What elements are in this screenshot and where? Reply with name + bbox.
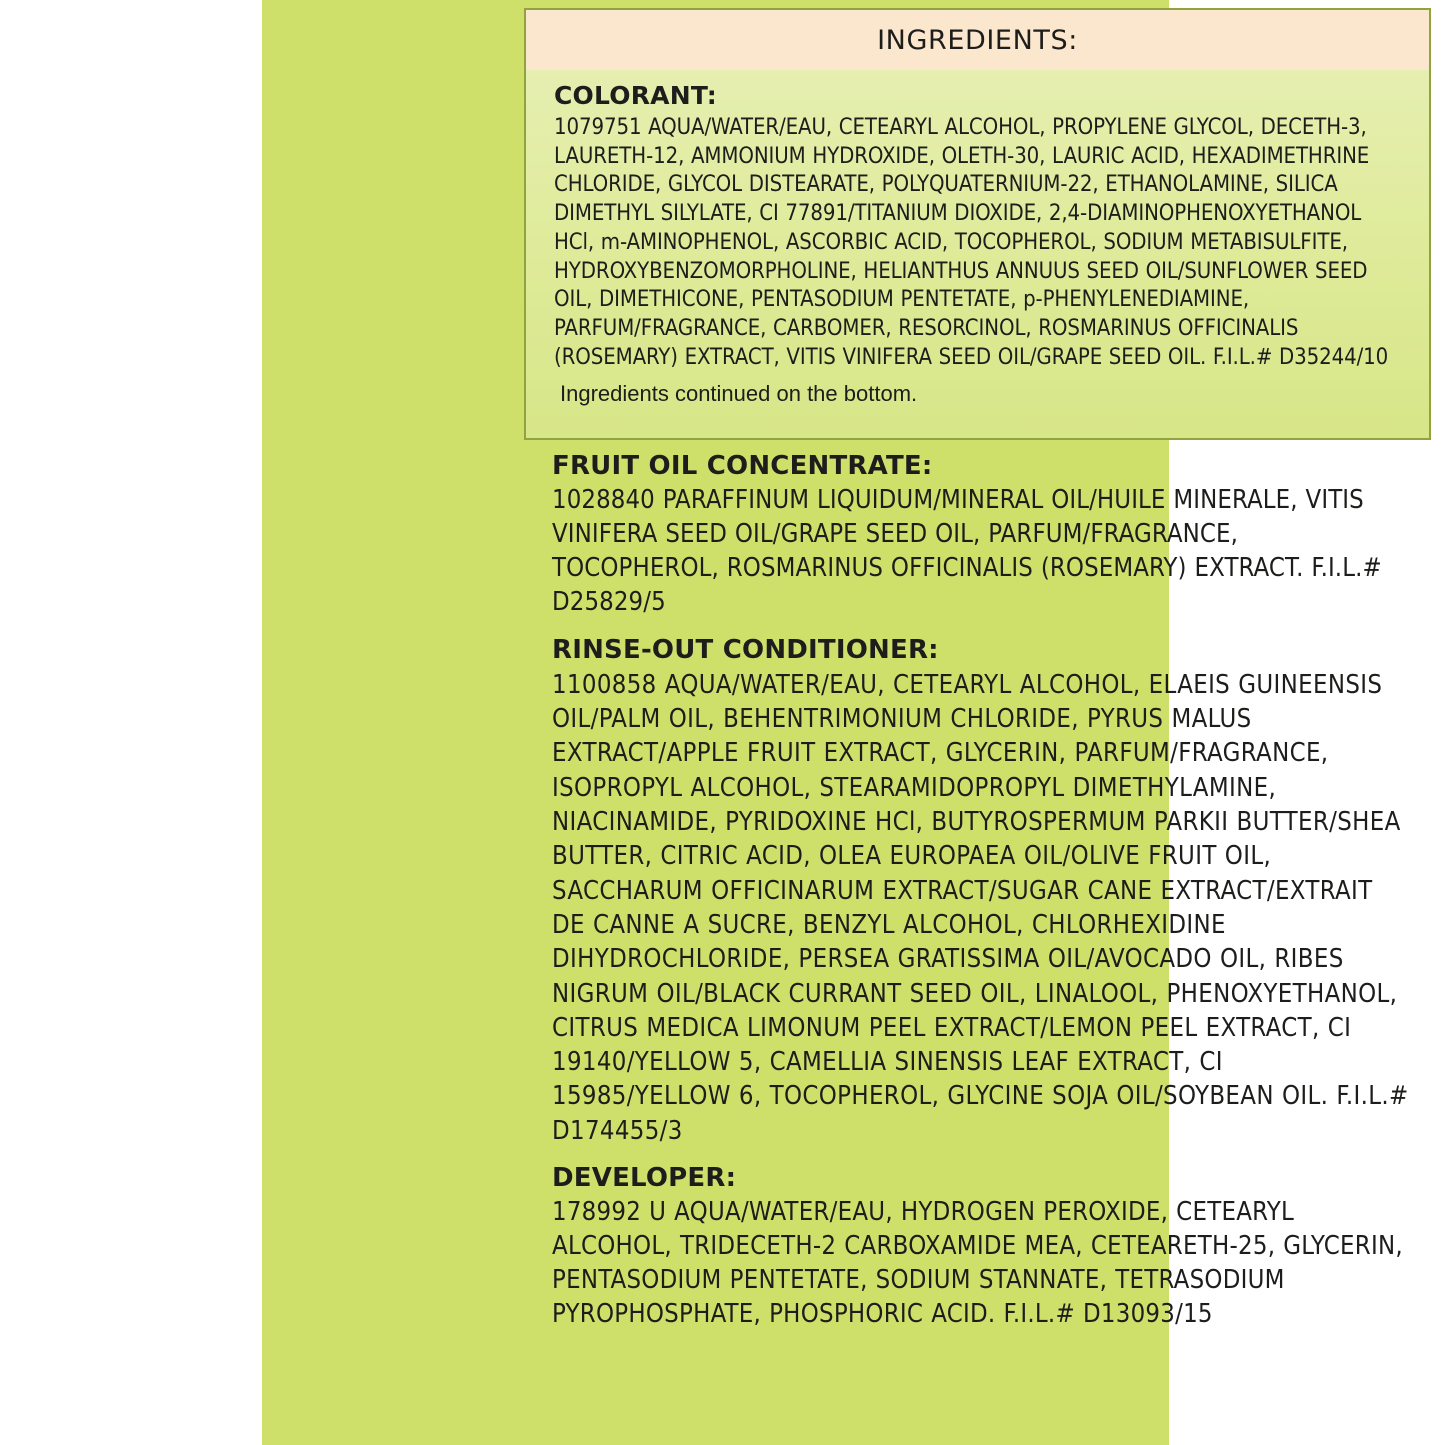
fruit-oil-title: FRUIT OIL CONCENTRATE: — [552, 451, 933, 481]
fruit-oil-body: 1028840 PARAFFINUM LIQUIDUM/MINERAL OIL/HUILE MINERALE, VITIS VINIFERA SEED OIL/GRAPE SEED OIL, PARFUM/FRAGRANCE, TOCOPHEROL, ROSMARINUS OFFICINALIS (ROSEMARY) EXTRACT. F.I.L.# D25829/5 — [552, 485, 1382, 617]
fruit-oil-section — [552, 452, 1409, 620]
colorant-content — [526, 70, 1429, 408]
colorant-title: COLORANT: — [554, 81, 717, 110]
developer-section — [552, 1164, 1409, 1332]
conditioner-section — [552, 636, 1409, 1148]
colorant-body: 1079751 AQUA/WATER/EAU, CETEARYL ALCOHOL, PROPYLENE GLYCOL, DECETH-3, LAURETH-12, AMMONIUM HYDROXIDE, OLETH-30, LAURIC ACID, HEXADIMETHRINE CHLORIDE, GLYCOL DISTEARATE, POLYQUATERNIUM-22, ETHANOLAMINE, SILICA DIMETHYL SILYLATE, CI 77891/TITANIUM DIOXIDE, 2,4-DIAMINOPHENOXYETHANOL HCl, m-AMINOPHENOL, ASCORBIC ACID, TOCOPHEROL, SODIUM METABISULFITE, HYDROXYBENZOMORPHOLINE, HELIANTHUS ANNUUS SEED OIL/SUNFLOWER SEED OIL, DIMETHICONE, PENTASODIUM PENTETATE, p-PHENYLENEDIAMINE, PARFUM/FRAGRANCE, CARBOMER, RESORCINOL, ROSMARINUS OFFICINALIS (ROSEMARY) EXTRACT, VITIS VINIFERA SEED OIL/GRAPE SEED OIL. F.I.L.# D35244/10 — [554, 115, 1389, 370]
ingredients-header — [526, 10, 1429, 70]
lower-sections — [524, 452, 1431, 1332]
developer-title: DEVELOPER: — [552, 1163, 737, 1193]
conditioner-body: 1100858 AQUA/WATER/EAU, CETEARYL ALCOHOL, ELAEIS GUINEENSIS OIL/PALM OIL, BEHENTRIMONIUM CHLORIDE, PYRUS MALUS EXTRACT/APPLE FRUIT EXTRACT, GLYCERIN, PARFUM/FRAGRANCE, ISOPROPYL ALCOHOL, STEARAMIDOPROPYL DIMETHYLAMINE, NIACINAMIDE, PYRIDOXINE HCl, BUTYROSPERMUM PARKII BUTTER/SHEA BUTTER, CITRIC ACID, OLEA EUROPAEA OIL/OLIVE FRUIT OIL, SACCHARUM OFFICINARUM EXTRACT/SUGAR CANE EXTRACT/EXTRAIT DE CANNE A SUCRE, BENZYL ALCOHOL, CHLORHEXIDINE DIHYDROCHLORIDE, PERSEA GRATISSIMA OIL/AVOCADO OIL, RIBES NIGRUM OIL/BLACK CURRANT SEED OIL, LINALOOL, PHENOXYETHANOL, CITRUS MEDICA LIMONUM PEEL EXTRACT/LEMON PEEL EXTRACT, CI 19140/YELLOW 5, CAMELLIA SINENSIS LEAF EXTRACT, CI 15985/YELLOW 6, TOCOPHEROL, GLYCINE SOJA OIL/SOYBEAN OIL. F.I.L.# D174455/3 — [552, 669, 1409, 1146]
conditioner-title: RINSE-OUT CONDITIONER: — [552, 634, 939, 665]
label-panel — [262, 0, 1409, 1445]
ingredients-header-text: INGREDIENTS: — [877, 24, 1078, 56]
developer-body: 178992 U AQUA/WATER/EAU, HYDROGEN PEROXIDE, CETEARYL ALCOHOL, TRIDECETH-2 CARBOXAMIDE MEA, CETEARETH-25, GLYCERIN, PENTASODIUM PENTETATE, SODIUM STANNATE, TETRASODIUM PYROPHOSPHATE, PHOSPHORIC ACID. F.I.L.# D13093/15 — [552, 1197, 1403, 1329]
colorant-section-box — [524, 8, 1431, 440]
colorant-continued-note: Ingredients continued on the bottom. — [560, 381, 918, 407]
